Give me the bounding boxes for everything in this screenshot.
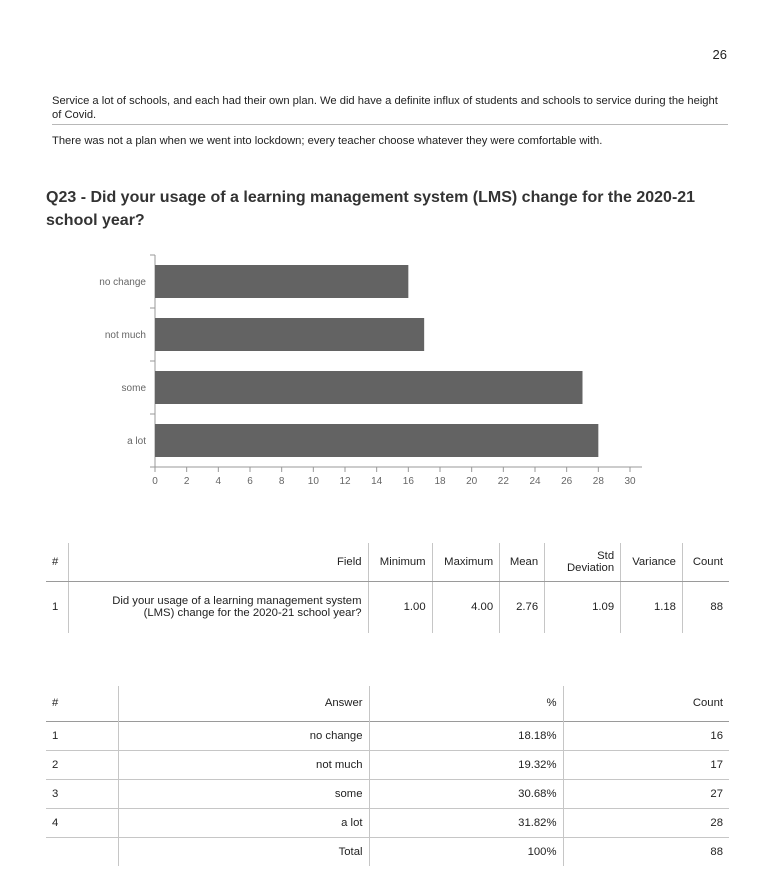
header-std-deviation: Std Deviation xyxy=(545,543,621,581)
tick-label: 18 xyxy=(434,476,446,487)
cell-count: 27 xyxy=(710,787,723,800)
tick-label: 22 xyxy=(497,476,509,487)
cell-percent: 31.82% xyxy=(369,808,563,837)
cell-count: 88 xyxy=(710,845,723,858)
response-text: There was not a plan when we went into lockdown; every teacher choose whatever they were comfortable with. xyxy=(52,135,603,147)
header-variance: Variance xyxy=(621,543,683,581)
tick-label: 0 xyxy=(152,476,158,487)
table-row xyxy=(46,750,729,779)
bar xyxy=(155,424,598,457)
table-header-row xyxy=(46,543,729,581)
cell-number: 2 xyxy=(46,750,118,779)
bar xyxy=(155,371,583,404)
tick-label: 2 xyxy=(183,476,190,487)
page-number: 26 xyxy=(712,47,727,62)
cell-number: 4 xyxy=(46,808,118,837)
response-text: Service a lot of schools, and each had their own plan. We did have a definite influx of students and schools to service during the height of Covid. xyxy=(52,95,718,121)
cell-count: 16 xyxy=(710,729,723,742)
tick-label: 14 xyxy=(371,476,383,487)
tick-label: 8 xyxy=(278,476,285,487)
cell-maximum: 4.00 xyxy=(432,581,500,633)
table-row xyxy=(46,581,729,633)
category-label: not much xyxy=(104,330,146,341)
header-count: Count xyxy=(692,697,723,710)
cell-percent: 19.32% xyxy=(369,750,563,779)
question-title: Q23 - Did your usage of a learning management system (LMS) change for the 2020-21 school year? xyxy=(46,189,696,229)
cell-answer: a lot xyxy=(118,808,369,837)
tick-label: 12 xyxy=(339,476,351,487)
cell-number: 1 xyxy=(46,581,68,633)
header-percent: % xyxy=(369,686,563,721)
cell-mean: 2.76 xyxy=(500,581,545,633)
cell-percent: 18.18% xyxy=(369,721,563,750)
tick-label: 20 xyxy=(466,476,478,487)
cell-number xyxy=(46,837,118,866)
cell-percent: 30.68% xyxy=(369,779,563,808)
cell-count: 88 xyxy=(710,601,723,614)
table-row xyxy=(46,808,729,837)
table-header-row xyxy=(46,686,729,721)
cell-number: 1 xyxy=(46,721,118,750)
tick-label: 4 xyxy=(215,476,222,487)
header-number: # xyxy=(46,543,68,581)
cell-count: 28 xyxy=(710,816,723,829)
tick-label: 26 xyxy=(561,476,573,487)
cell-number: 3 xyxy=(46,779,118,808)
tick-label: 28 xyxy=(592,476,604,487)
header-mean: Mean xyxy=(500,543,545,581)
header-count: Count xyxy=(682,543,729,581)
answers-table xyxy=(46,686,729,866)
header-number: # xyxy=(46,686,118,721)
cell-answer: Total xyxy=(118,837,369,866)
bar xyxy=(155,318,424,351)
category-label: a lot xyxy=(127,436,146,447)
cell-count: 17 xyxy=(710,758,723,771)
header-maximum: Maximum xyxy=(432,543,500,581)
tick-label: 16 xyxy=(402,476,414,487)
bar xyxy=(155,265,408,298)
header-minimum: Minimum xyxy=(368,543,432,581)
category-label: no change xyxy=(99,277,146,288)
tick-label: 30 xyxy=(624,476,636,487)
tick-label: 6 xyxy=(247,476,253,487)
cell-field: Did your usage of a learning management system (LMS) change for the 2020-21 school year? xyxy=(68,581,368,633)
table-row xyxy=(46,721,729,750)
cell-answer: some xyxy=(118,779,369,808)
cell-minimum: 1.00 xyxy=(368,581,432,633)
category-label: some xyxy=(121,383,146,394)
tick-label: 10 xyxy=(307,476,319,487)
table-row xyxy=(46,779,729,808)
cell-variance: 1.18 xyxy=(621,581,683,633)
tick-label: 24 xyxy=(529,476,541,487)
cell-answer: not much xyxy=(118,750,369,779)
total-row xyxy=(46,837,729,866)
header-field: Field xyxy=(68,543,368,581)
cell-percent: 100% xyxy=(369,837,563,866)
statistics-table xyxy=(46,543,729,633)
cell-std-deviation: 1.09 xyxy=(545,581,621,633)
cell-answer: no change xyxy=(118,721,369,750)
header-answer: Answer xyxy=(118,686,369,721)
